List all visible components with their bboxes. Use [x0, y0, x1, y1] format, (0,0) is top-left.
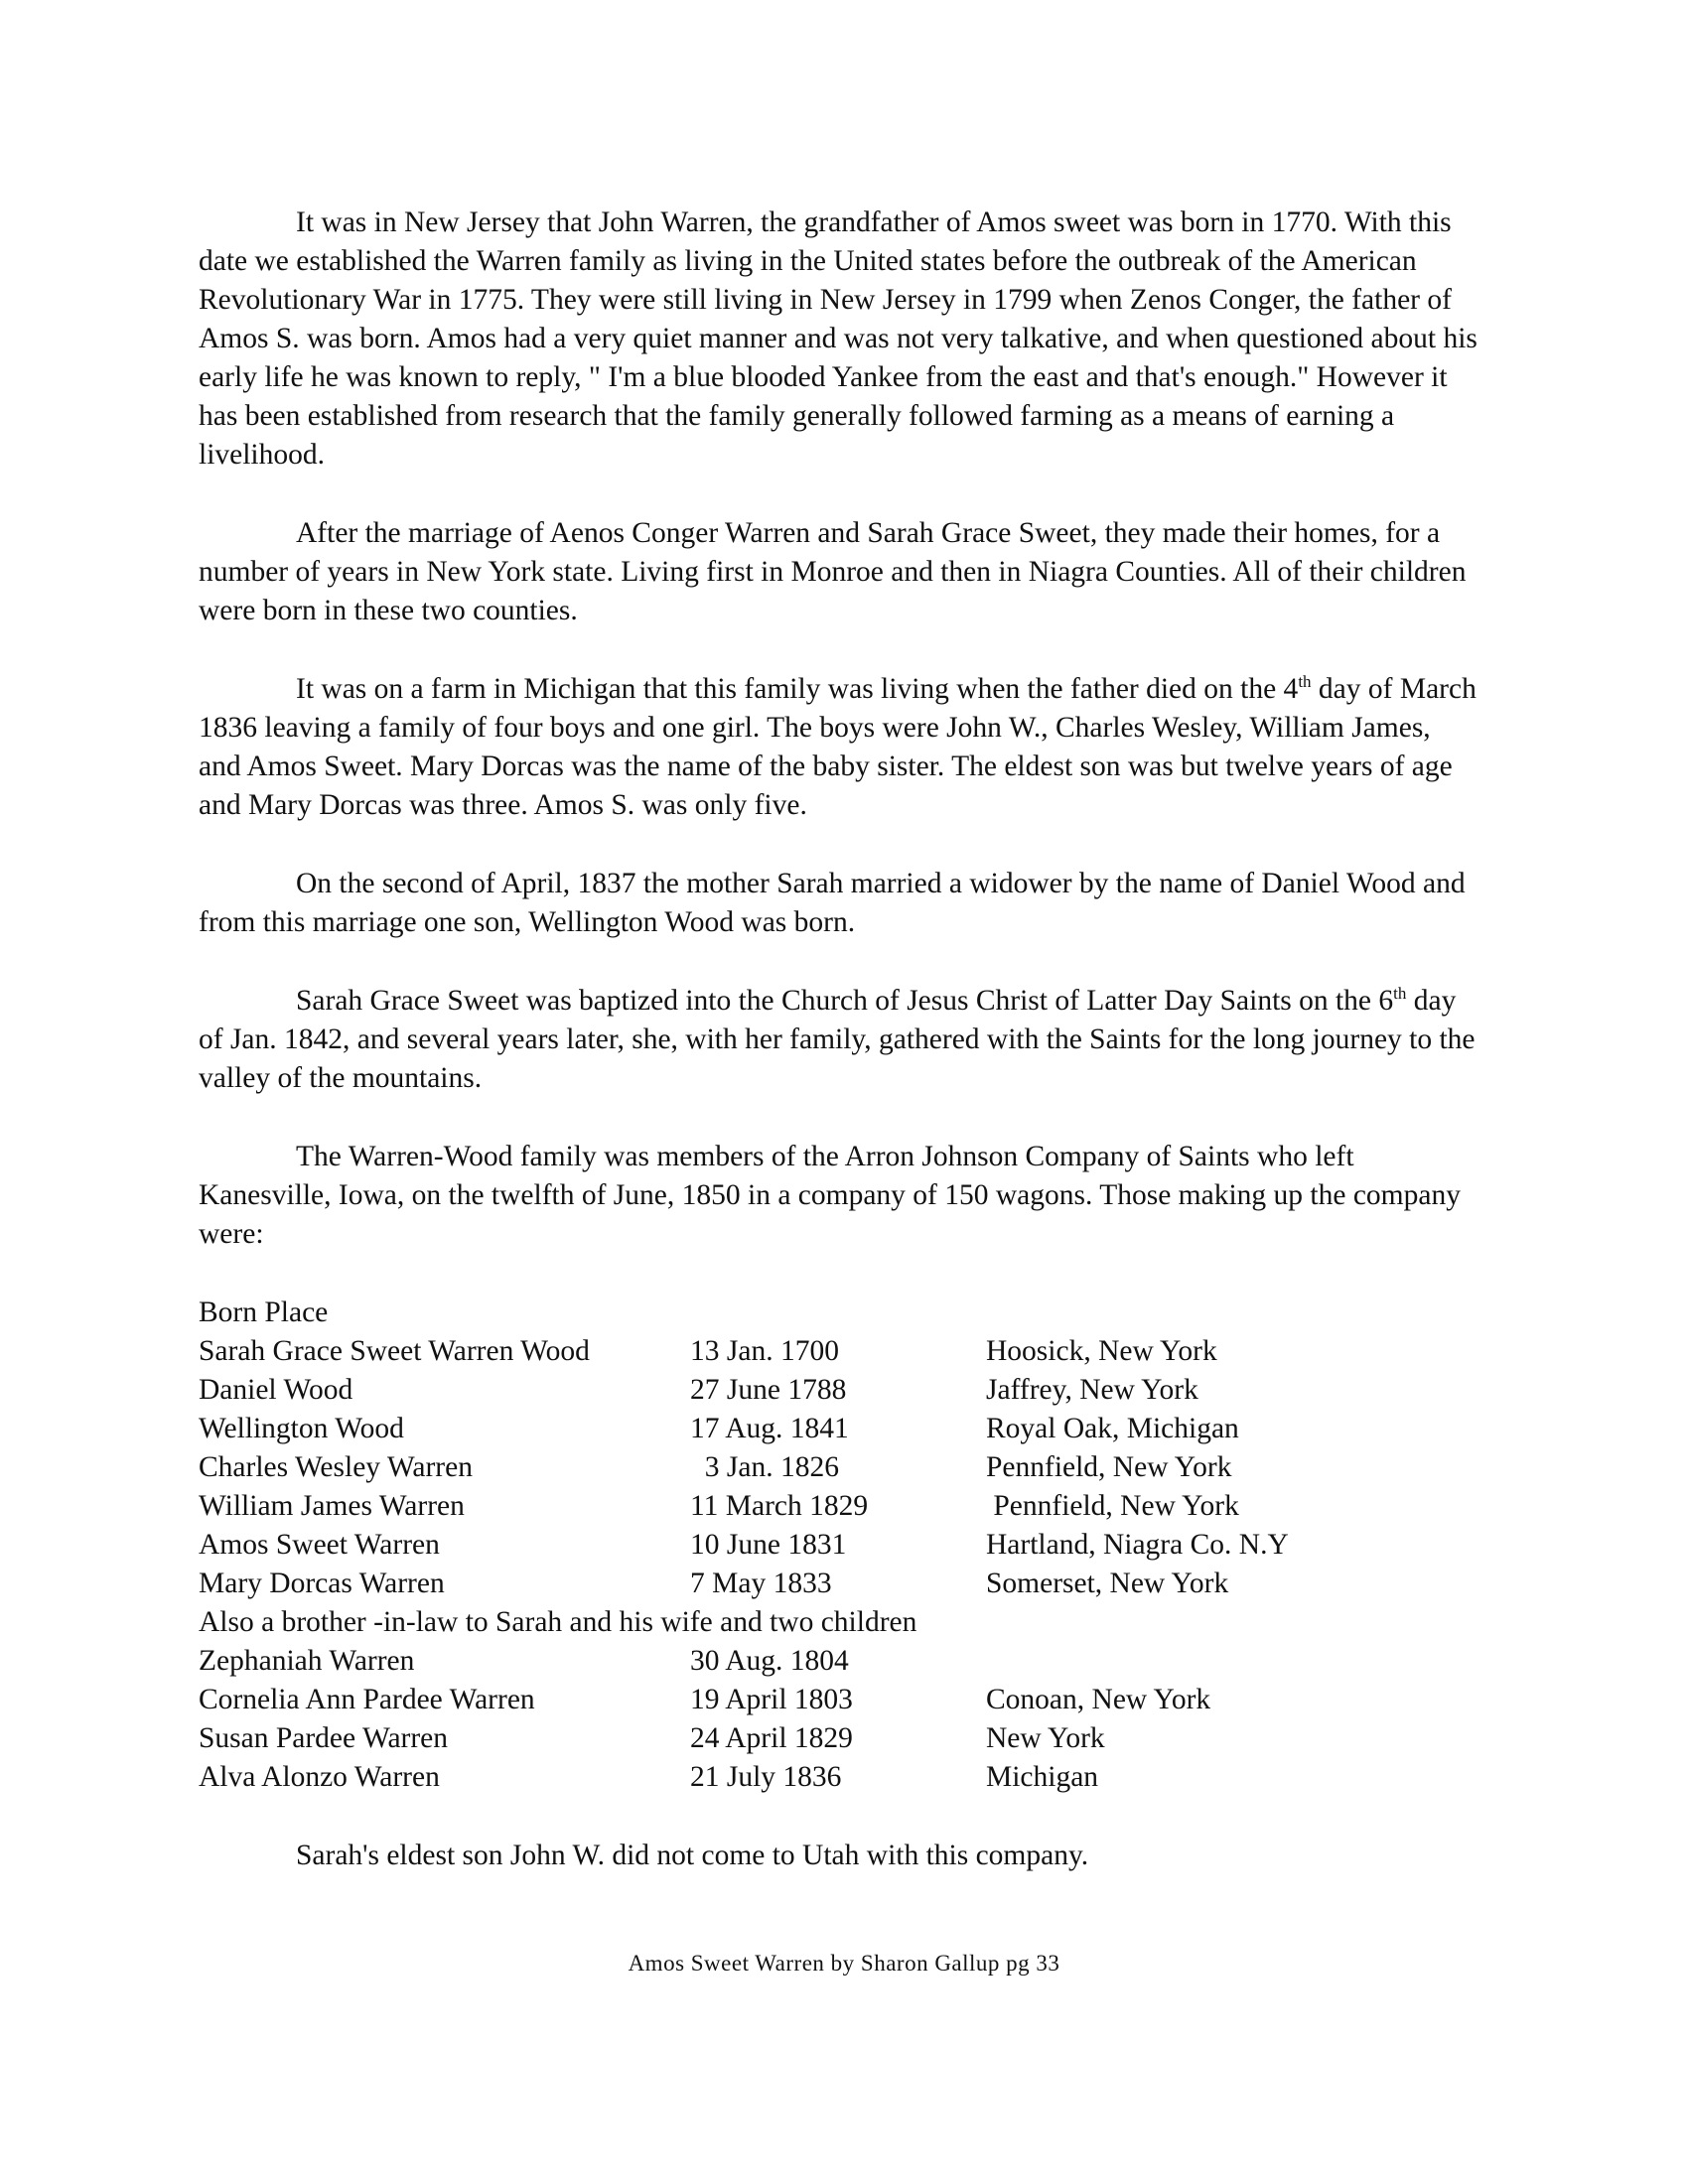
roster-birth-place: Jaffrey, New York — [986, 1374, 1198, 1406]
body-text — [199, 204, 1479, 1915]
roster-name: Zephaniah Warren — [199, 1645, 415, 1677]
roster-birth-place: Somerset, New York — [986, 1568, 1229, 1599]
roster-row — [199, 1719, 1479, 1758]
page-footer: Amos Sweet Warren by Sharon Gallup pg 33 — [628, 1951, 1060, 1976]
paragraph-remarriage: On the second of April, 1837 the mother Sarah married a widower by the name of Daniel Wood and from this marriage one son, Wellington Wood was born. — [199, 868, 1466, 938]
roster-header: Born Place — [199, 1297, 329, 1328]
roster-birth-place — [986, 1642, 1479, 1681]
roster-birth-date: 30 Aug. 1804 — [690, 1645, 849, 1677]
roster-birth-place: New York — [986, 1722, 1105, 1754]
roster-birth-place: Royal Oak, Michigan — [986, 1413, 1239, 1444]
roster-relative-rows — [199, 1642, 1479, 1797]
roster-row — [199, 1565, 1479, 1603]
roster-name: Cornelia Ann Pardee Warren — [199, 1684, 535, 1715]
roster-name: Charles Wesley Warren — [199, 1451, 473, 1483]
roster-name: Amos Sweet Warren — [199, 1529, 440, 1561]
roster-birth-date: 19 April 1803 — [690, 1684, 853, 1715]
roster-birth-place: Hartland, Niagra Co. N.Y — [986, 1529, 1289, 1561]
roster-note: Also a brother -in-law to Sarah and his wife and two children — [199, 1606, 917, 1638]
roster-birth-date: 3 Jan. 1826 — [690, 1451, 839, 1483]
roster-family-rows — [199, 1332, 1479, 1603]
roster-name: Mary Dorcas Warren — [199, 1568, 445, 1599]
ordinal-superscript: th — [1298, 672, 1312, 692]
roster-row — [199, 1758, 1479, 1797]
roster-birth-date: 24 April 1829 — [690, 1722, 853, 1754]
paragraph-father-death: It was on a farm in Michigan that this family was living when the father died on the 4th day of March 1836 leaving a family of four boys and one girl. The boys were John W., Charles Wesley, William James, and Amos Sweet. Mary Dorcas was the name of the baby sister. The eldest son was but twelve years of age and Mary Dorcas was three. Amos S. was only five. — [199, 672, 1477, 821]
roster-birth-date: 13 Jan. 1700 — [690, 1335, 839, 1367]
roster-birth-date: 27 June 1788 — [690, 1374, 847, 1406]
roster-name: Wellington Wood — [199, 1413, 404, 1444]
paragraph-company: The Warren-Wood family was members of the Arron Johnson Company of Saints who left Kanesville, Iowa, on the twelfth of June, 1850 in a company of 150 wagons. Those making up the company were: — [199, 1141, 1461, 1250]
roster-birth-date: 17 Aug. 1841 — [690, 1413, 849, 1444]
roster-name: Susan Pardee Warren — [199, 1722, 449, 1754]
roster-birth-place: Michigan — [986, 1761, 1099, 1793]
roster-row — [199, 1371, 1479, 1410]
roster-row — [199, 1448, 1479, 1487]
roster-row — [199, 1526, 1479, 1565]
ordinal-superscript: th — [1393, 984, 1407, 1004]
roster-name: Alva Alonzo Warren — [199, 1761, 440, 1793]
paragraph-baptism: Sarah Grace Sweet was baptized into the Church of Jesus Christ of Latter Day Saints on the 6th day of Jan. 1842, and several years later, she, with her family, gathered with the Saints for the long journey to the valley of the mountains. — [199, 984, 1476, 1094]
roster-row — [199, 1681, 1479, 1719]
roster-birth-date: 21 July 1836 — [690, 1761, 842, 1793]
roster-birth-place: Conoan, New York — [986, 1684, 1211, 1715]
roster-name: Sarah Grace Sweet Warren Wood — [199, 1335, 590, 1367]
paragraph-marriage: After the marriage of Aenos Conger Warren and Sarah Grace Sweet, they made their homes, for a number of years in New York state. Living first in Monroe and then in Niagra Counties. All of their children were born in these two counties. — [199, 517, 1467, 626]
roster-name: William James Warren — [199, 1490, 465, 1522]
roster-row — [199, 1332, 1479, 1371]
roster-birth-date: 7 May 1833 — [690, 1568, 832, 1599]
roster-birth-place: Hoosick, New York — [986, 1335, 1217, 1367]
roster-birth-place: Pennfield, New York — [986, 1490, 1239, 1522]
company-roster — [199, 1294, 1479, 1797]
paragraph-closing: Sarah's eldest son John W. did not come to Utah with this company. — [296, 1840, 1089, 1871]
roster-row — [199, 1410, 1479, 1448]
roster-birth-date: 10 June 1831 — [690, 1529, 847, 1561]
roster-row — [199, 1487, 1479, 1526]
paragraph-warren-origins: It was in New Jersey that John Warren, the grandfather of Amos sweet was born in 1770. With this date we established the Warren family as living in the United states before the outbreak of the American Revolutionary War in 1775. They were still living in New Jersey in 1799 when Zenos Conger, the father of Amos S. was born. Amos had a very quiet manner and was not very talkative, and when questioned about his early life he was known to reply, " I'm a blue blooded Yankee from the east and that's enough." However it has been established from research that the family generally followed farming as a means of earning a livelihood. — [199, 206, 1477, 471]
roster-birth-place: Pennfield, New York — [986, 1451, 1232, 1483]
roster-birth-date: 11 March 1829 — [690, 1490, 869, 1522]
roster-row — [199, 1642, 1479, 1681]
roster-name: Daniel Wood — [199, 1374, 353, 1406]
